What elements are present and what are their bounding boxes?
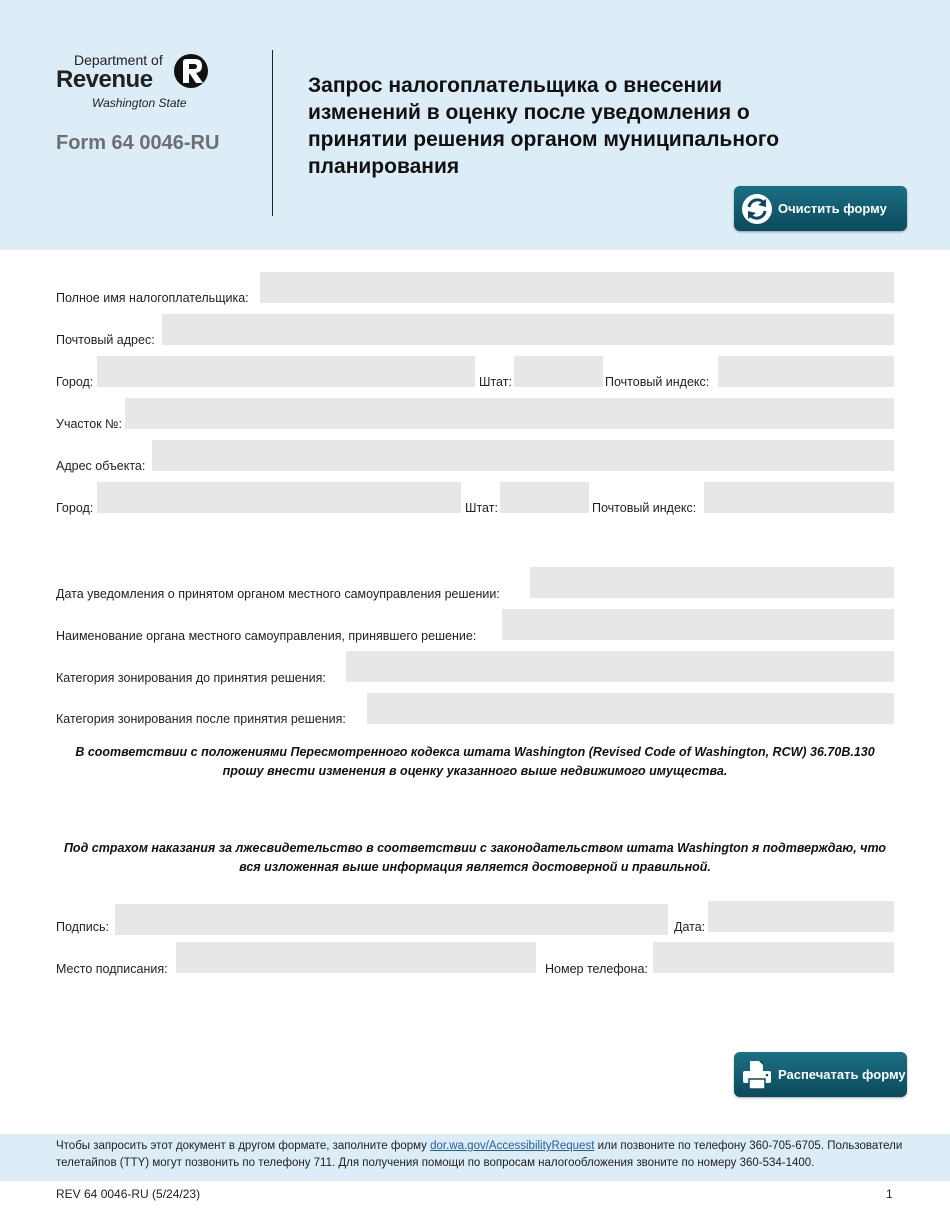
state2-label: Штат: [465, 501, 498, 515]
zip1-label: Почтовый индекс: [605, 375, 710, 389]
notice-date-field[interactable] [530, 567, 894, 598]
footer-text-before: Чтобы запросить этот документ в другом формате, заполните форму [56, 1140, 431, 1152]
form-number: Form 64 0046-RU [56, 132, 220, 154]
footer-text-after: или позвоните по телефону 360-705-6705. Пользователи телетайпов (TTY) могут позвонить по телефону 711. Для получения помощи по вопросам налогообложения звоните по номеру 360-534-1400. [56, 1140, 903, 1169]
taxpayer-name-label: Полное имя налогоплательщика: [56, 291, 249, 305]
request-statement-line1: В соответствии с положениями Пересмотренного кодекса штата Washington (Revised Code of Washington, RCW) 36.70B.130 [75, 745, 875, 759]
header-divider [272, 50, 273, 216]
place-signed-field[interactable] [176, 942, 536, 973]
logo-department: Department of [74, 52, 163, 68]
state1-label: Штат: [479, 375, 512, 389]
authority-name-label: Наименование органа местного самоуправления, принявшего решение: [56, 629, 477, 643]
zip1-field[interactable] [718, 356, 894, 387]
city2-field[interactable] [97, 482, 461, 513]
revision-code: REV 64 0046-RU (5/24/23) [56, 1187, 201, 1201]
refresh-icon [740, 192, 774, 226]
city1-field[interactable] [97, 356, 475, 387]
request-statement-line2: прошу внести изменения в оценку указанного выше недвижимого имущества. [222, 764, 728, 778]
page-number: 1 [886, 1187, 893, 1201]
city1-label: Город: [56, 375, 94, 389]
accessibility-note [56, 1138, 926, 1172]
date-label: Дата: [674, 920, 706, 934]
zoning-before-label: Категория зонирования до принятия решения: [56, 671, 326, 685]
taxpayer-name-field[interactable] [260, 272, 894, 303]
mailing-address-field[interactable] [162, 314, 894, 345]
place-signed-label: Место подписания: [56, 962, 168, 976]
phone-label: Номер телефона: [545, 962, 648, 976]
logo-mark-icon [172, 50, 210, 92]
zip2-label: Почтовый индекс: [592, 501, 697, 515]
property-address-label: Адрес объекта: [56, 459, 146, 473]
parcel-field[interactable] [125, 398, 894, 429]
zip2-field[interactable] [704, 482, 894, 513]
phone-field[interactable] [653, 942, 894, 973]
zoning-after-label: Категория зонирования после принятия решения: [56, 712, 346, 726]
zoning-after-field[interactable] [367, 693, 894, 724]
city2-label: Город: [56, 501, 94, 515]
clear-form-label: Очистить форму [778, 201, 887, 216]
date-field[interactable] [708, 901, 894, 932]
signature-label: Подпись: [56, 920, 109, 934]
state1-field[interactable] [514, 356, 603, 387]
logo-revenue: Revenue [56, 66, 153, 93]
perjury-statement-line2: вся изложенная выше информация является достоверной и правильной. [239, 860, 711, 874]
authority-name-field[interactable] [502, 609, 894, 640]
print-form-label: Распечатать форму [778, 1067, 906, 1082]
print-form-button[interactable] [734, 1052, 907, 1097]
zoning-before-field[interactable] [346, 651, 894, 682]
property-address-field[interactable] [152, 440, 894, 471]
parcel-label: Участок №: [56, 417, 123, 431]
clear-form-button[interactable] [734, 186, 907, 231]
logo-state: Washington State [92, 96, 187, 110]
request-statement [56, 743, 894, 781]
signature-field[interactable] [115, 904, 668, 935]
dor-logo [56, 50, 216, 114]
perjury-statement-line1: Под страхом наказания за лжесвидетельство в соответствии с законодательством штата Washington я подтверждаю, что [63, 841, 887, 855]
printer-icon [740, 1058, 774, 1092]
state2-field[interactable] [500, 482, 589, 513]
notice-date-label: Дата уведомления о принятом органом местного самоуправления решении: [56, 587, 500, 601]
perjury-statement [56, 839, 894, 877]
accessibility-request-link[interactable]: dor.wa.gov/AccessibilityRequest [430, 1140, 595, 1152]
mailing-address-label: Почтовый адрес: [56, 333, 155, 347]
form-title: Запрос налогоплательщика о внесении изменений в оценку после уведомления о принятии решения органом муниципального планирования [308, 74, 780, 178]
